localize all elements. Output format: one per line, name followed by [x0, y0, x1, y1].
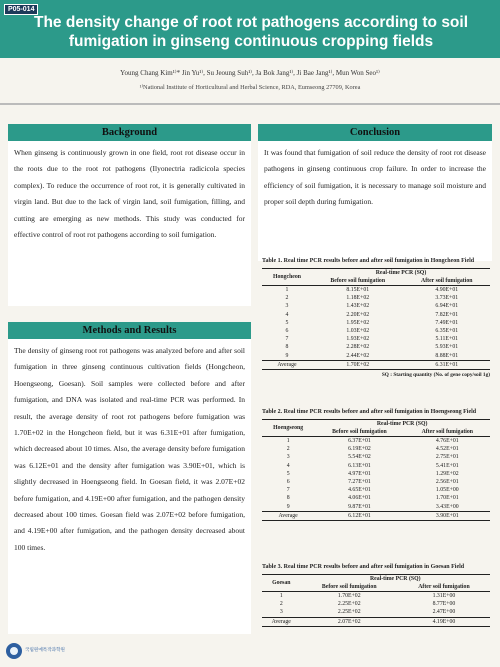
average-label: Average — [271, 618, 291, 625]
before-header: Before soil fumigation — [321, 583, 377, 590]
table-row — [262, 319, 490, 327]
table-row — [262, 478, 490, 486]
after-cell: 8.88E+01 — [435, 352, 459, 359]
sample-cell: 8 — [285, 344, 289, 351]
average-label: Average — [277, 361, 297, 368]
table-3 — [262, 564, 490, 627]
before-cell: 2.25E+02 — [337, 609, 361, 616]
title-line-2: fumigation in ginseng continuous cropping fields — [68, 33, 434, 50]
table-1 — [262, 258, 490, 378]
sample-cell: 9 — [285, 352, 289, 359]
before-cell: 8.15E+01 — [346, 286, 370, 293]
after-cell: 4.90E+01 — [435, 286, 459, 293]
table-row — [262, 343, 490, 351]
after-cell: 2.75E+01 — [435, 454, 459, 461]
table-row — [262, 600, 490, 608]
before-header: Before soil fumigation — [330, 277, 386, 284]
sample-cell: 1 — [285, 286, 289, 293]
field-header: Goesan — [262, 574, 301, 591]
average-label: Average — [278, 512, 298, 519]
background-text: When ginseng is continuously grown in one field, root rot disease occur in the roots due to the root rot pathogens (Ilyonectria radicicola species complex). To reduce the occurrence of root rot, it is generally cultivated in virgin land. But due to the lack of virgin land, soil fumigation, filling, and cutting are emerging as new methods. This study was conducted for effective control of root rot pathogens according to soil fumigation. — [8, 141, 251, 306]
sample-cell: 7 — [286, 487, 290, 494]
sample-cell: 4 — [286, 462, 290, 469]
sample-cell: 5 — [286, 470, 290, 477]
table-row — [262, 302, 490, 310]
sample-cell: 1 — [279, 592, 283, 599]
conclusion-heading: Conclusion — [258, 124, 492, 141]
before-cell: 5.54E+02 — [348, 454, 371, 461]
table-row — [262, 591, 490, 600]
group-header: Real-time PCR (SQ) — [375, 269, 427, 276]
pcr-table — [262, 574, 490, 627]
average-before: 2.07E+02 — [337, 618, 361, 625]
before-cell: 1.70E+02 — [337, 592, 361, 599]
sample-cell: 7 — [285, 336, 289, 343]
table-row — [262, 470, 490, 478]
table-row — [262, 327, 490, 335]
before-cell: 2.28E+02 — [346, 344, 370, 351]
average-row — [262, 617, 490, 626]
after-header: After soil fumigation — [421, 428, 474, 435]
after-cell: 7.82E+01 — [435, 311, 459, 318]
table-row — [262, 486, 490, 494]
right-column — [258, 124, 492, 261]
before-cell: 4.97E+01 — [348, 470, 371, 477]
after-cell: 2.56E+01 — [435, 478, 459, 485]
before-cell: 6.13E+01 — [348, 462, 371, 469]
after-cell: 5.41E+01 — [435, 462, 459, 469]
group-header: Real-time PCR (SQ) — [376, 420, 428, 427]
before-cell: 2.25E+02 — [337, 601, 361, 608]
table-caption: Table 3. Real time PCR results before and after soil fumigation in Goesan Field — [262, 564, 465, 570]
sample-cell: 2 — [285, 295, 289, 302]
after-cell: 6.94E+01 — [435, 303, 459, 310]
after-cell: 1.31E+00 — [432, 592, 456, 599]
after-cell: 2.47E+00 — [432, 609, 456, 616]
table-row — [262, 352, 490, 361]
table-row — [262, 311, 490, 319]
methods-text: The density of ginseng root rot pathogens was analyzed before and after soil fumigation in three ginseng continuous cultivation fields (Hongcheon, Hoengseong, Goesan). Soil samples were collected before and after fumigation, and DNA was isolated and real-time PCR was performed. In result, the average density of root rot pathogens before fumigation was 1.70E+02 in the Hongcheon field, but it was 6.31E+01 after fumigation, which decreased about 10 times. Also, the average density before fumigation was 6.12E+01 and the density after fumigation was 3.90E+01, which is slightly decreased in Hoengseong field. In Goesan field, it was 2.07E+02 before fumigation, and 4.19E+00 after fumigation, and the pathogen density decreased about 100 times. Goesan field was 2.07E+02 before fumigation, and 4.19E+00 after fumigation, and the pathogen density decreased about 100 times. — [8, 339, 251, 634]
sample-cell: 3 — [286, 454, 290, 461]
sample-cell: 6 — [285, 327, 289, 334]
average-before: 6.12E+01 — [348, 512, 371, 519]
table-row — [262, 335, 490, 343]
after-cell: 1.29E+02 — [435, 470, 459, 477]
conclusion-text: It was found that fumigation of soil reduce the density of root rot disease pathogens in ginseng continuous crop failure. In order to increase the efficiency of soil fumigation, it is necessary to manage soil moisture and proper soil depth during fumigation. — [258, 141, 492, 261]
institute-logo — [6, 640, 65, 662]
average-after: 4.19E+00 — [432, 618, 456, 625]
table-row — [262, 494, 490, 502]
sample-cell: 3 — [279, 609, 283, 616]
average-after: 3.90E+01 — [435, 512, 459, 519]
before-cell: 9.87E+01 — [348, 503, 371, 510]
affiliation: ¹⁾National Institute of Horticultural and Herbal Science, RDA, Eumseong 27709, Korea — [139, 84, 361, 91]
table-row — [262, 294, 490, 302]
table-caption: Table 2. Real time PCR results before and after soil fumigation in Hoengseong Field — [262, 409, 477, 415]
before-cell: 4.06E+01 — [348, 495, 371, 502]
title-line-1: The density change of root rot pathogens according to soil — [33, 14, 469, 31]
after-cell: 5.11E+01 — [435, 336, 459, 343]
after-cell: 6.35E+01 — [435, 327, 459, 334]
average-before: 1.70E+02 — [346, 361, 370, 368]
before-header: Before soil fumigation — [332, 428, 387, 435]
authors: Young Chang Kim¹⁾* Jin Yu¹⁾, Su Jeoung Suh¹⁾, Ja Bok Jang¹⁾, Ji Bae Jang¹⁾, Mun Won Seo¹⁾ — [120, 69, 380, 77]
header-divider — [0, 103, 500, 105]
before-cell: 7.27E+01 — [348, 478, 371, 485]
average-after: 6.31E+01 — [435, 361, 459, 368]
field-header: Hoengseong — [262, 419, 314, 436]
sample-cell: 2 — [279, 601, 283, 608]
poster-title — [16, 13, 486, 51]
before-cell: 4.65E+01 — [348, 487, 371, 494]
pcr-table — [262, 268, 490, 370]
field-header: Hongcheon — [262, 268, 312, 285]
table-row — [262, 285, 490, 294]
after-header: After soil fumigation — [421, 277, 473, 284]
average-row — [262, 360, 490, 369]
logo-mark-icon — [6, 643, 22, 659]
sample-cell: 8 — [286, 495, 290, 502]
sample-cell: 4 — [285, 311, 289, 318]
background-heading: Background — [8, 124, 251, 141]
after-cell: 4.76E+01 — [435, 437, 459, 444]
group-header: Real-time PCR (SQ) — [369, 575, 421, 582]
table-row — [262, 445, 490, 453]
before-cell: 2.20E+02 — [346, 311, 370, 318]
table-row — [262, 436, 490, 445]
sample-cell: 6 — [286, 478, 290, 485]
before-cell: 6.37E+01 — [348, 437, 371, 444]
after-cell: 1.05E+00 — [435, 487, 459, 494]
after-cell: 3.73E+01 — [435, 295, 459, 302]
after-cell: 7.49E+01 — [435, 319, 459, 326]
table-caption: Table 1. Real time PCR results before and after soil fumigation in Hongcheon Field — [262, 258, 475, 264]
before-cell: 2.44E+02 — [346, 352, 370, 359]
left-column — [8, 124, 251, 634]
table-note: SQ : Starting quantity (No. of gene copy/soil 1g) — [381, 371, 490, 378]
sample-cell: 3 — [285, 303, 289, 310]
after-cell: 3.43E+00 — [435, 503, 459, 510]
pcr-table — [262, 419, 490, 521]
after-cell: 5.93E+01 — [435, 344, 459, 351]
after-header: After soil fumigation — [418, 583, 470, 590]
sample-cell: 5 — [285, 319, 289, 326]
after-cell: 8.77E+00 — [432, 601, 456, 608]
before-cell: 1.03E+02 — [346, 327, 370, 334]
title-banner — [0, 0, 500, 58]
logo-text: 국립원예특작과학원 — [25, 648, 65, 653]
after-cell: 4.52E+01 — [435, 446, 459, 453]
before-cell: 1.95E+02 — [346, 319, 370, 326]
table-row — [262, 462, 490, 470]
table-row — [262, 453, 490, 461]
sample-cell: 1 — [286, 437, 290, 444]
after-cell: 1.70E+01 — [435, 495, 459, 502]
average-row — [262, 511, 490, 520]
before-cell: 1.43E+02 — [346, 303, 370, 310]
before-cell: 1.18E+02 — [346, 295, 370, 302]
before-cell: 1.93E+02 — [346, 336, 370, 343]
poster-id-badge: P05-014 — [4, 4, 38, 15]
sample-cell: 9 — [286, 503, 290, 510]
table-row — [262, 608, 490, 617]
table-2 — [262, 409, 490, 521]
sample-cell: 2 — [286, 446, 290, 453]
methods-heading: Methods and Results — [8, 322, 251, 339]
before-cell: 6.19E+02 — [348, 446, 371, 453]
table-row — [262, 503, 490, 512]
